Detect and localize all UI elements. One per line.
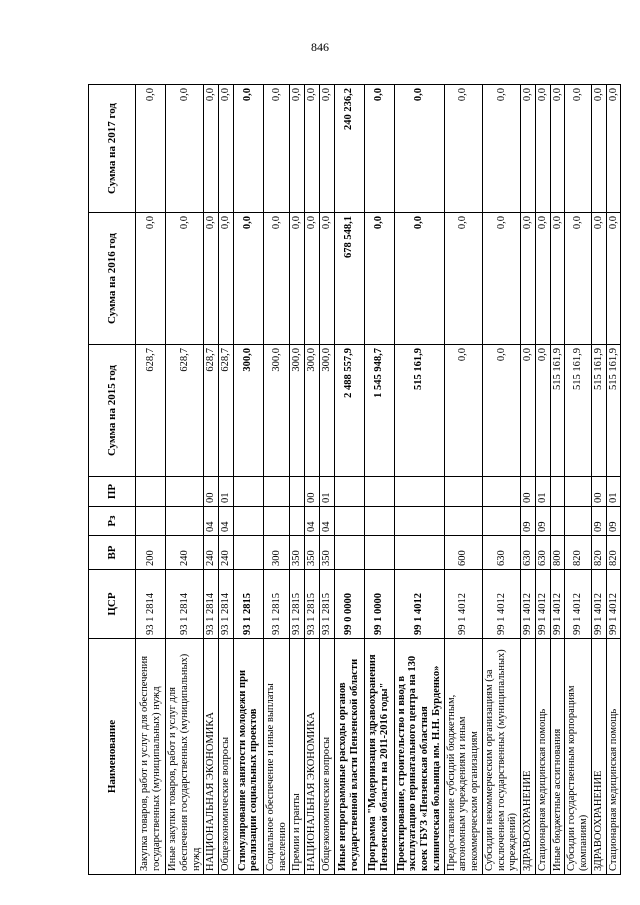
cell-csr: 99 1 4012 xyxy=(394,570,444,639)
cell-rz xyxy=(444,507,482,536)
table-row xyxy=(550,85,565,875)
cell-sum-2015: 300,0 xyxy=(263,345,290,477)
cell-sum-2015: 0,0 xyxy=(444,345,482,477)
table-row xyxy=(166,85,204,875)
cell-name: Иные закупки товаров, работ и услуг для обеспечения государственных (муниципальных) нужд xyxy=(166,639,204,875)
cell-vr: 240 xyxy=(204,536,219,570)
col-header-sum-2017: Сумма на 2017 год xyxy=(89,85,136,213)
cell-sum-2016: 678 548,1 xyxy=(334,213,364,345)
cell-sum-2015: 300,0 xyxy=(233,345,263,477)
cell-sum-2017: 0,0 xyxy=(591,85,606,213)
cell-csr: 99 1 4012 xyxy=(550,570,565,639)
cell-name: Общеэкономические вопросы xyxy=(319,639,334,875)
cell-rz xyxy=(334,507,364,536)
col-header-sum-2016: Сумма на 2016 год xyxy=(89,213,136,345)
rotated-table-container xyxy=(88,85,626,875)
cell-vr: 630 xyxy=(521,536,536,570)
cell-sum-2015: 515 161,9 xyxy=(565,345,592,477)
cell-sum-2017: 0,0 xyxy=(233,85,263,213)
cell-name: Социальное обеспечение и иные выплаты населению xyxy=(263,639,290,875)
cell-pr: 00 xyxy=(204,477,219,507)
table-row xyxy=(591,85,606,875)
cell-name: Общеэкономические вопросы xyxy=(219,639,234,875)
table-row xyxy=(444,85,482,875)
cell-sum-2017: 0,0 xyxy=(606,85,621,213)
cell-pr xyxy=(334,477,364,507)
cell-pr xyxy=(166,477,204,507)
table-row xyxy=(394,85,444,875)
cell-sum-2015: 515 161,9 xyxy=(550,345,565,477)
cell-rz: 04 xyxy=(305,507,320,536)
cell-sum-2016: 0,0 xyxy=(482,213,520,345)
cell-sum-2016: 0,0 xyxy=(305,213,320,345)
cell-sum-2016: 0,0 xyxy=(364,213,394,345)
cell-sum-2016: 0,0 xyxy=(444,213,482,345)
cell-csr: 99 1 4012 xyxy=(482,570,520,639)
cell-vr: 820 xyxy=(565,536,592,570)
cell-pr xyxy=(263,477,290,507)
cell-name: Субсидии государственным корпорациям (компаниям) xyxy=(565,639,592,875)
cell-sum-2017: 0,0 xyxy=(219,85,234,213)
cell-csr: 99 0 0000 xyxy=(334,570,364,639)
cell-rz xyxy=(550,507,565,536)
cell-sum-2017: 0,0 xyxy=(364,85,394,213)
cell-sum-2017: 0,0 xyxy=(319,85,334,213)
cell-csr: 93 1 2815 xyxy=(305,570,320,639)
cell-vr: 820 xyxy=(606,536,621,570)
cell-pr xyxy=(394,477,444,507)
cell-sum-2017: 0,0 xyxy=(263,85,290,213)
table-row xyxy=(290,85,305,875)
cell-sum-2016: 0,0 xyxy=(204,213,219,345)
cell-sum-2015: 628,7 xyxy=(219,345,234,477)
cell-sum-2016: 0,0 xyxy=(394,213,444,345)
cell-pr xyxy=(290,477,305,507)
cell-rz: 04 xyxy=(204,507,219,536)
cell-sum-2016: 0,0 xyxy=(263,213,290,345)
cell-name: НАЦИОНАЛЬНАЯ ЭКОНОМИКА xyxy=(204,639,219,875)
cell-name: Стационарная медицинская помощь xyxy=(606,639,621,875)
cell-csr: 93 1 2814 xyxy=(166,570,204,639)
page-number: 846 xyxy=(311,40,329,54)
cell-csr: 93 1 2815 xyxy=(319,570,334,639)
table-row xyxy=(334,85,364,875)
cell-sum-2015: 515 161,9 xyxy=(394,345,444,477)
cell-sum-2015: 2 488 557,9 xyxy=(334,345,364,477)
cell-sum-2015: 300,0 xyxy=(290,345,305,477)
cell-csr: 93 1 2814 xyxy=(204,570,219,639)
cell-name: Стационарная медицинская помощь xyxy=(535,639,550,875)
cell-csr: 99 1 4012 xyxy=(521,570,536,639)
table-row xyxy=(204,85,219,875)
cell-sum-2017: 0,0 xyxy=(290,85,305,213)
cell-vr: 350 xyxy=(290,536,305,570)
cell-name: Иные непрограммные расходы органов государственной власти Пензенской области xyxy=(334,639,364,875)
cell-vr: 200 xyxy=(136,536,166,570)
cell-sum-2015: 628,7 xyxy=(136,345,166,477)
cell-sum-2016: 0,0 xyxy=(606,213,621,345)
cell-sum-2016: 0,0 xyxy=(290,213,305,345)
cell-name: Стимулирование занятости молодежи при реализации социальных проектов xyxy=(233,639,263,875)
cell-rz xyxy=(233,507,263,536)
cell-csr: 93 1 2815 xyxy=(263,570,290,639)
cell-pr: 00 xyxy=(521,477,536,507)
cell-sum-2015: 0,0 xyxy=(521,345,536,477)
table-row xyxy=(535,85,550,875)
cell-pr: 01 xyxy=(606,477,621,507)
col-header-name: Наименование xyxy=(89,639,136,875)
cell-sum-2017: 0,0 xyxy=(305,85,320,213)
cell-sum-2017: 240 236,2 xyxy=(334,85,364,213)
cell-sum-2015: 300,0 xyxy=(305,345,320,477)
table-row xyxy=(521,85,536,875)
cell-sum-2017: 0,0 xyxy=(482,85,520,213)
cell-vr: 630 xyxy=(535,536,550,570)
cell-pr: 00 xyxy=(305,477,320,507)
cell-sum-2017: 0,0 xyxy=(535,85,550,213)
cell-rz xyxy=(364,507,394,536)
cell-vr: 350 xyxy=(305,536,320,570)
table-row xyxy=(305,85,320,875)
table-header-row xyxy=(89,85,136,875)
cell-sum-2016: 0,0 xyxy=(136,213,166,345)
cell-sum-2016: 0,0 xyxy=(565,213,592,345)
cell-sum-2016: 0,0 xyxy=(219,213,234,345)
cell-rz: 09 xyxy=(591,507,606,536)
col-header-csr: ЦСР xyxy=(89,570,136,639)
cell-csr: 93 1 2815 xyxy=(290,570,305,639)
cell-sum-2017: 0,0 xyxy=(394,85,444,213)
table-row xyxy=(136,85,166,875)
cell-name: Проектирование, строительство и ввод в эксплуатацию перинатального центра на 130 коек ГБУЗ «Пензенская областная клиническая больница им. Н.Н. Бурденко» xyxy=(394,639,444,875)
cell-pr xyxy=(233,477,263,507)
col-header-sum-2015: Сумма на 2015 год xyxy=(89,345,136,477)
cell-pr xyxy=(444,477,482,507)
cell-vr xyxy=(334,536,364,570)
cell-rz xyxy=(565,507,592,536)
cell-sum-2015: 0,0 xyxy=(535,345,550,477)
table-row xyxy=(263,85,290,875)
cell-vr: 240 xyxy=(219,536,234,570)
table-body xyxy=(136,85,621,875)
cell-sum-2017: 0,0 xyxy=(166,85,204,213)
cell-pr: 00 xyxy=(591,477,606,507)
cell-vr: 600 xyxy=(444,536,482,570)
table-row xyxy=(219,85,234,875)
cell-sum-2015: 0,0 xyxy=(482,345,520,477)
cell-vr: 300 xyxy=(263,536,290,570)
cell-pr xyxy=(364,477,394,507)
cell-vr xyxy=(233,536,263,570)
cell-rz: 04 xyxy=(319,507,334,536)
cell-rz xyxy=(290,507,305,536)
cell-rz: 09 xyxy=(521,507,536,536)
cell-sum-2015: 628,7 xyxy=(204,345,219,477)
cell-pr xyxy=(565,477,592,507)
cell-sum-2017: 0,0 xyxy=(550,85,565,213)
table-row xyxy=(606,85,621,875)
cell-name: ЗДРАВООХРАНЕНИЕ xyxy=(591,639,606,875)
cell-csr: 93 1 2814 xyxy=(136,570,166,639)
cell-sum-2016: 0,0 xyxy=(550,213,565,345)
cell-csr: 99 1 4012 xyxy=(591,570,606,639)
cell-csr: 99 1 4012 xyxy=(565,570,592,639)
cell-sum-2016: 0,0 xyxy=(521,213,536,345)
cell-name: Премии и гранты xyxy=(290,639,305,875)
col-header-pr: ПР xyxy=(89,477,136,507)
col-header-vr: ВР xyxy=(89,536,136,570)
cell-csr: 99 1 4012 xyxy=(535,570,550,639)
cell-vr: 800 xyxy=(550,536,565,570)
cell-rz: 09 xyxy=(535,507,550,536)
cell-sum-2016: 0,0 xyxy=(166,213,204,345)
cell-pr xyxy=(482,477,520,507)
cell-pr xyxy=(550,477,565,507)
cell-vr: 630 xyxy=(482,536,520,570)
cell-sum-2016: 0,0 xyxy=(591,213,606,345)
cell-name: Субсидии некоммерческим организациям (за исключением государственных (муниципальных) учреждений) xyxy=(482,639,520,875)
cell-pr: 01 xyxy=(219,477,234,507)
cell-sum-2017: 0,0 xyxy=(204,85,219,213)
cell-sum-2016: 0,0 xyxy=(233,213,263,345)
cell-sum-2015: 1 545 948,7 xyxy=(364,345,394,477)
cell-vr: 820 xyxy=(591,536,606,570)
cell-pr xyxy=(136,477,166,507)
cell-name: Иные бюджетные ассигнования xyxy=(550,639,565,875)
cell-csr: 99 1 4012 xyxy=(444,570,482,639)
cell-sum-2017: 0,0 xyxy=(521,85,536,213)
cell-name: Программа "Модернизация здравоохранения Пензенской области на 2011-2016 годы" xyxy=(364,639,394,875)
cell-sum-2015: 628,7 xyxy=(166,345,204,477)
table-row xyxy=(482,85,520,875)
cell-sum-2017: 0,0 xyxy=(444,85,482,213)
cell-vr xyxy=(394,536,444,570)
cell-sum-2015: 300,0 xyxy=(319,345,334,477)
cell-rz xyxy=(166,507,204,536)
table-row xyxy=(233,85,263,875)
col-header-rz: Рз xyxy=(89,507,136,536)
table-row xyxy=(364,85,394,875)
cell-csr: 99 1 4012 xyxy=(606,570,621,639)
cell-sum-2017: 0,0 xyxy=(136,85,166,213)
cell-csr: 99 1 0000 xyxy=(364,570,394,639)
cell-name: НАЦИОНАЛЬНАЯ ЭКОНОМИКА xyxy=(305,639,320,875)
cell-vr: 350 xyxy=(319,536,334,570)
cell-rz: 09 xyxy=(606,507,621,536)
cell-name: ЗДРАВООХРАНЕНИЕ xyxy=(521,639,536,875)
cell-rz xyxy=(263,507,290,536)
cell-csr: 93 1 2815 xyxy=(233,570,263,639)
cell-pr: 01 xyxy=(319,477,334,507)
cell-name: Предоставление субсидий бюджетным, автономным учреждениям и иным некоммерческим организациям xyxy=(444,639,482,875)
cell-vr: 240 xyxy=(166,536,204,570)
cell-rz xyxy=(136,507,166,536)
cell-rz xyxy=(482,507,520,536)
budget-table xyxy=(88,84,621,875)
table-row xyxy=(565,85,592,875)
cell-csr: 93 1 2814 xyxy=(219,570,234,639)
cell-name: Закупка товаров, работ и услуг для обеспечения государственных (муниципальных) нужд xyxy=(136,639,166,875)
cell-sum-2015: 515 161,9 xyxy=(606,345,621,477)
cell-pr: 01 xyxy=(535,477,550,507)
cell-sum-2016: 0,0 xyxy=(319,213,334,345)
cell-sum-2016: 0,0 xyxy=(535,213,550,345)
table-row xyxy=(319,85,334,875)
cell-sum-2015: 515 161,9 xyxy=(591,345,606,477)
cell-sum-2017: 0,0 xyxy=(565,85,592,213)
cell-vr xyxy=(364,536,394,570)
cell-rz xyxy=(394,507,444,536)
cell-rz: 04 xyxy=(219,507,234,536)
